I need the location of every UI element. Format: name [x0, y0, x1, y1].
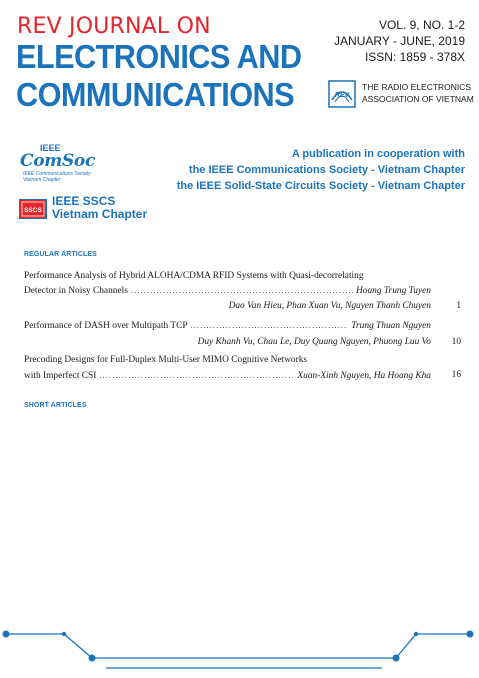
comsoc-subtitle: [23, 171, 91, 183]
sscs-logo-text: SSCS: [24, 207, 42, 214]
article-1-authors-line1: Hoang Trung Tuyen: [355, 286, 431, 296]
issue-date: JANUARY - JUNE, 2019: [334, 34, 465, 48]
comsoc-ieee-label: IEEE: [40, 143, 61, 153]
journal-title-line2: ELECTRONICS AND: [16, 38, 302, 75]
issue-issn: ISSN: 1859 - 378X: [364, 50, 465, 64]
article-2-authors-line2: Duy Khanh Vu, Chau Le, Duy Quang Nguyen, Phuong Luu Vo: [197, 337, 431, 347]
article-3-leader: [99, 370, 294, 382]
sscs-line1: IEEE SSCS: [52, 194, 116, 208]
footer-node-right-inner: [414, 632, 418, 636]
article-1-title-text1: Performance Analysis of Hybrid ALOHA/CDMA RFID Systems with Quasi-decorrelating: [24, 271, 364, 281]
article-2-title-text1: Performance of DASH over Multipath TCP: [24, 321, 188, 331]
rea-logo-icon: [328, 80, 356, 108]
footer-node-left: [3, 631, 10, 638]
article-3-title-line2[interactable]: [24, 370, 431, 382]
association-line2: ASSOCIATION OF VIETNAM: [362, 94, 474, 104]
article-1-title-line1[interactable]: [24, 270, 461, 282]
section-regular-articles: REGULAR ARTICLES: [24, 251, 97, 258]
article-1-title-line2[interactable]: [24, 285, 431, 297]
footer-node-right: [467, 631, 474, 638]
article-2-page: 10: [451, 337, 461, 347]
article-1-leader: [131, 285, 353, 297]
cooperation-heading: A publication in cooperation with: [291, 148, 465, 160]
sscs-logo-icon: [19, 199, 47, 219]
comsoc-logo: ComSoc: [20, 151, 96, 171]
comsoc-subtitle-line1: IEEE Communications Society: [23, 171, 91, 177]
sscs-chapter-label: [52, 195, 147, 221]
article-3-title-text1: Precoding Designs for Full-Duplex Multi-User MIMO Cognitive Networks: [24, 355, 308, 365]
issue-volume: VOL. 9, NO. 1-2: [378, 18, 465, 32]
journal-title-line3: COMMUNICATIONS: [16, 76, 295, 113]
article-1-authors-line2: Dao Van Hieu, Phan Xuan Vu, Nguyen Thanh Chuyen: [228, 301, 431, 311]
article-3-page: 16: [451, 370, 461, 380]
sscs-line2: Vietnam Chapter: [52, 207, 148, 221]
footer-node-left-inner: [62, 632, 66, 636]
footer-node-mid-right: [393, 655, 400, 662]
article-3-title-text2: with Imperfect CSI: [24, 371, 97, 381]
article-1-title-text2: Detector in Noisy Channels: [24, 286, 128, 296]
cooperation-comsoc: the IEEE Communications Society - Vietnam Chapter: [188, 164, 465, 176]
article-2-title-line1[interactable]: [24, 320, 431, 332]
association-name: [362, 81, 474, 105]
journal-title-line1: REV JOURNAL ON: [17, 14, 211, 39]
article-2-authors-line1: Trung Thuan Nguyen: [351, 321, 431, 331]
rea-logo-text: REV: [334, 92, 350, 99]
comsoc-subtitle-line2: Vietnam Chapter: [23, 177, 61, 183]
section-short-articles: SHORT ARTICLES: [24, 402, 87, 409]
cooperation-sscs: the IEEE Solid-State Circuits Society - Vietnam Chapter: [176, 180, 465, 192]
article-2-leader: [191, 320, 349, 332]
article-3-authors-line1: Xuan-Xinh Nguyen, Ha Hoang Kha: [297, 371, 431, 381]
article-1-page: 1: [456, 301, 461, 311]
footer-node-mid-left: [89, 655, 96, 662]
association-line1: THE RADIO ELECTRONICS: [362, 82, 472, 92]
article-3-title-line1[interactable]: [24, 354, 461, 366]
footer-circuit-decoration: [0, 620, 479, 678]
